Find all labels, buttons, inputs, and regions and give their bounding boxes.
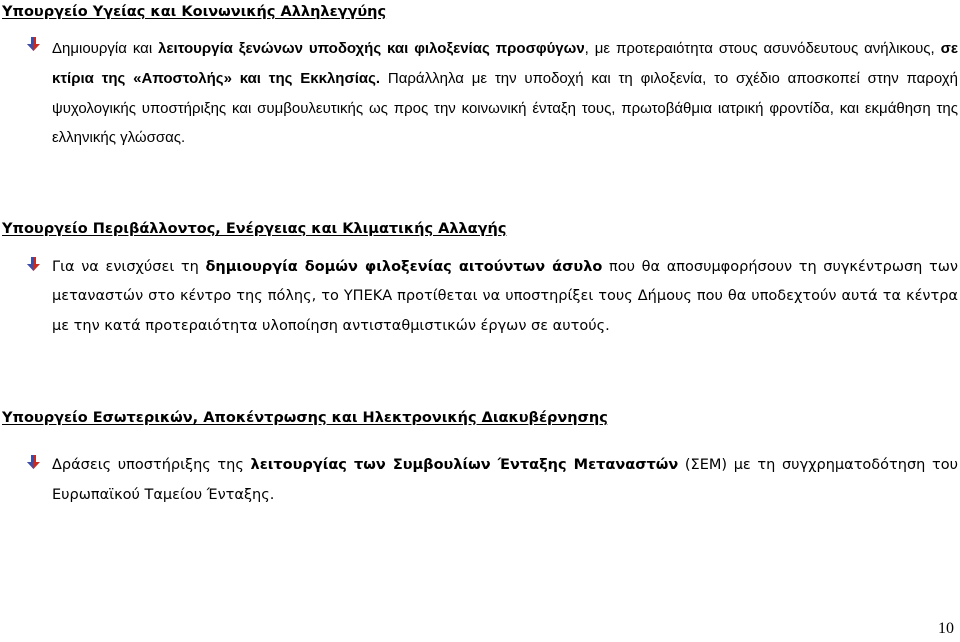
text-run: Δράσεις υποστήριξης της xyxy=(52,457,251,473)
text-run: Δημιουργία και xyxy=(52,40,159,57)
section-heading-health: Υπουργείο Υγείας και Κοινωνικής Αλληλεγγύης xyxy=(2,4,387,20)
text-run: Παράλληλα με την υποδοχή και τη φιλοξενία, το σχέδιο αποσκοπεί στην παροχή ψυχολογικής υποστήριξης και συμβουλευτικής ως προς την κοινωνική ένταξη τους, πρωτοβάθμια ιατρική φροντίδα, και εκμάθηση της ελληνικής γλώσσας. xyxy=(52,69,958,147)
bold-text-run: λειτουργία ξενώνων υποδοχής και φιλοξενίας προσφύγων xyxy=(158,40,585,57)
text-run: Για να ενισχύσει τη xyxy=(52,259,206,275)
page-number: 10 xyxy=(938,620,954,637)
bold-text-run: λειτουργίας των Συμβουλίων Ένταξης Μεταναστών xyxy=(250,457,679,473)
section-heading-interior: Υπουργείο Εσωτερικών, Αποκέντρωσης και Ηλεκτρονικής Διακυβέρνησης xyxy=(2,410,608,426)
text-run: , με προτεραιότητα στους ασυνόδευτους ανήλικους, xyxy=(584,40,941,57)
arrow-down-bullet-icon xyxy=(26,37,42,53)
bold-text-run: δημιουργία δομών φιλοξενίας αιτούντων άσυλο xyxy=(205,259,603,275)
arrow-down-bullet-icon xyxy=(26,257,42,273)
bold-text-run: σε κτίρια της «Αποστολής» και της Εκκλησίας. xyxy=(52,40,959,87)
section-paragraph-health xyxy=(52,34,958,153)
section-heading-environment: Υπουργείο Περιβάλλοντος, Ενέργειας και Κλιματικής Αλλαγής xyxy=(2,221,507,237)
text-run: που θα αποσυμφορήσουν τη συγκέντρωση των μεταναστών στο κέντρο της πόλης, το ΥΠΕΚΑ προτίθεται να υποστηρίξει τους Δήμους που θα υποδεχτούν αυτά τα κέντρα με την κατά προτεραιότητα υλοποίηση αντισταθμιστικών έργων σε αυτούς. xyxy=(52,259,958,334)
section-paragraph-interior xyxy=(52,450,958,510)
text-run: (ΣΕΜ) με τη συγχρηματοδότηση του Ευρωπαϊκού Ταμείου Ένταξης. xyxy=(52,457,958,503)
arrow-down-bullet-icon xyxy=(26,455,42,471)
section-paragraph-environment xyxy=(52,253,958,341)
